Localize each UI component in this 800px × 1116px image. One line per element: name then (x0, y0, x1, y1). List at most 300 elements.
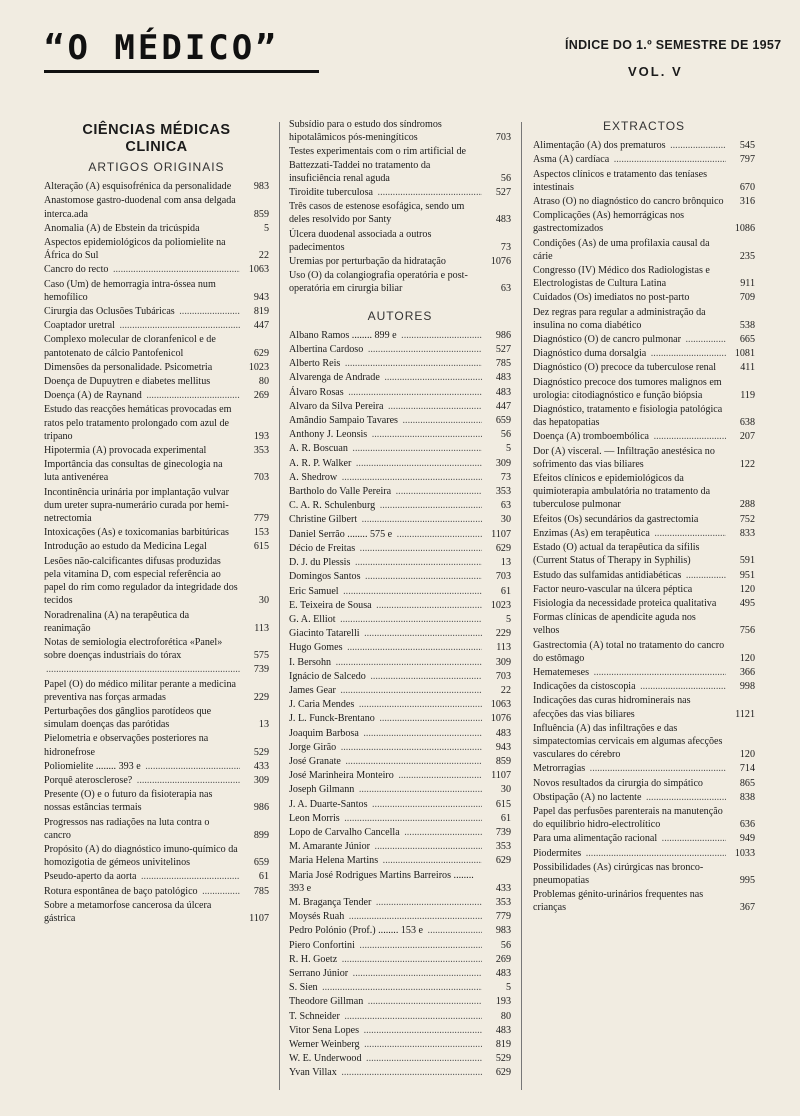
entry-title: Joaquim Barbosa (289, 727, 359, 739)
index-entry (533, 583, 755, 596)
section-subtitle: EXTRACTOS (602, 119, 686, 133)
page-number: 779 (253, 513, 269, 525)
leader-dots (339, 954, 482, 965)
entry-title: Diagnóstico, tratamento e fisiologia patológica das hepatopatias (533, 404, 723, 429)
page-number: 529 (495, 1053, 511, 1065)
leader-dots (364, 1053, 482, 1064)
entry-title: Problemas génito-urinários frequentes nas crianças (533, 889, 704, 914)
page-number: 545 (739, 140, 755, 152)
index-entry (289, 613, 511, 626)
page-number: 119 (740, 389, 755, 401)
leader-dots (372, 841, 482, 852)
index-entry (289, 854, 511, 867)
page-number: 538 (739, 319, 755, 331)
leader-dots (587, 763, 726, 774)
page-number: 483 (495, 372, 511, 384)
leader-dots (338, 742, 482, 753)
entry-title: Bartholo do Valle Pereira (289, 486, 392, 498)
entry-title: M. Bragança Tender (289, 896, 372, 908)
entry-title: G. A. Elliot (289, 613, 336, 625)
leader-dots (399, 330, 482, 341)
entry-title: Alvarenga de Andrade (289, 372, 380, 384)
entry-title: Coaptador uretral (44, 320, 115, 332)
issue-label: ÍNDICE DO 1.º SEMESTRE DE 1957 (565, 38, 782, 52)
entry-title: Leon Morris (289, 812, 340, 824)
page-number: 983 (253, 181, 269, 193)
index-entry (289, 1052, 511, 1065)
page-number: 1081 (734, 348, 755, 360)
page-number: 1107 (249, 912, 269, 924)
entry-title: Porquê aterosclerose? (44, 774, 133, 786)
page-number: 756 (739, 625, 755, 637)
entry-title: A. R. Boscuan (289, 443, 348, 455)
page-number: 309 (253, 774, 269, 786)
entry-title: Diagnóstico (O) de cancro pulmonar (533, 334, 681, 346)
page-number: 235 (739, 250, 755, 262)
leader-dots (356, 699, 482, 710)
page-number: 30 (500, 514, 511, 526)
entry-title: D. J. du Plessis (289, 557, 351, 569)
entry-title: W. E. Underwood (289, 1053, 362, 1065)
page-header (0, 0, 800, 112)
index-entry (44, 816, 269, 842)
index-entry (533, 597, 755, 610)
entry-title: Doença de Dupuytren e diabetes mellitus (44, 376, 211, 388)
leader-dots (382, 372, 482, 383)
entry-title: Introdução ao estudo da Medicina Legal (44, 541, 207, 553)
entry-title: Papel (O) do médico militar perante a medicina preventiva nas forças armadas (44, 678, 236, 703)
page-number: 61 (500, 585, 511, 597)
entry-title: José Marinheira Monteiro (289, 770, 394, 782)
page-number: 56 (500, 172, 511, 184)
entry-title: Werner Weinberg (289, 1039, 360, 1050)
entry-title: Pielometria e observações posteriores na hidronefrose (44, 733, 209, 758)
leader-dots (394, 529, 482, 540)
leader-dots (400, 415, 482, 426)
entry-title: T. Schneider (289, 1010, 340, 1022)
page-number: 56 (500, 939, 511, 951)
index-entry (289, 371, 511, 384)
leader-dots (425, 925, 482, 936)
entry-title: Testes experimentais com o rim artificial de Battezzati-Taddei no tratamento da insuficiência renal aguda (289, 146, 466, 184)
index-entry (44, 222, 269, 235)
page-number: 833 (739, 527, 755, 539)
entry-title: Doença (A) tromboembólica (533, 431, 650, 443)
leader-dots (638, 681, 726, 692)
page-number: 229 (495, 628, 511, 640)
page-number: 113 (496, 642, 511, 654)
index-entry (289, 684, 511, 697)
index-entry (289, 812, 511, 825)
index-entry (44, 375, 269, 388)
page-number: 714 (739, 763, 755, 775)
entry-list (289, 118, 511, 296)
page-number: 495 (739, 597, 755, 609)
page-number: 433 (253, 760, 269, 772)
leader-dots (362, 1039, 482, 1050)
leader-dots (343, 756, 482, 767)
page-number: 859 (495, 755, 511, 767)
column-divider (279, 122, 280, 1090)
index-entry (44, 194, 269, 220)
index-entry (289, 670, 511, 683)
page-number: 1063 (248, 264, 269, 276)
page-number: 483 (495, 214, 511, 226)
index-entry (289, 457, 511, 470)
leader-dots (356, 784, 482, 795)
leader-dots (350, 443, 482, 454)
index-entry (533, 264, 755, 290)
index-entry (44, 774, 269, 787)
entry-title: Efeitos (Os) secundários da gastrectomia (533, 513, 699, 525)
index-entry (289, 1010, 511, 1023)
index-entry (44, 540, 269, 553)
entry-title: Papel das perfusões parenterais na manutenção do equilíbrio hidro-electrolítico (533, 805, 723, 831)
page-number: 1076 (490, 256, 511, 268)
index-entry (289, 741, 511, 754)
leader-dots (346, 911, 482, 922)
page-number: 1107 (491, 528, 511, 540)
entry-title: Congresso (IV) Médico dos Radiologistas e Electrologistas de Cultura Latina (533, 265, 710, 290)
entry-title: Piero Confortini (289, 939, 355, 951)
entry-title: Importância das consultas de ginecologia na luta antivenérea (44, 459, 223, 484)
index-entry (44, 760, 269, 773)
leader-dots (611, 154, 726, 165)
leader-dots (110, 264, 240, 275)
entry-title: R. H. Goetz (289, 953, 338, 965)
entry-title: Dez regras para regular a administração da insulina no coma diabético (533, 306, 706, 331)
entry-title: Rotura espontânea de baço patológico (44, 885, 198, 897)
leader-dots (362, 628, 482, 639)
leader-dots (338, 685, 482, 696)
section-title: CIÊNCIAS MÉDICAS (82, 122, 231, 138)
page-number: 785 (495, 358, 511, 370)
entry-title: Propósito (A) do diagnóstico imuno-químico da homozigotia de gémeos univitelinos (44, 843, 238, 869)
index-entry (289, 939, 511, 952)
index-entry (533, 611, 755, 637)
page-number: 73 (500, 471, 511, 483)
entry-title: Asma (A) cardíaca (533, 154, 610, 166)
entry-title: Moysés Ruah (289, 911, 345, 923)
index-entry (533, 291, 755, 304)
page-number: 1121 (735, 708, 755, 720)
page-number: 483 (495, 386, 511, 398)
index-entry (289, 995, 511, 1008)
index-entry (289, 755, 511, 768)
index-entry (533, 376, 755, 402)
entry-title: Novos resultados da cirurgia do simpático (533, 777, 703, 789)
entry-title: S. Sien (289, 982, 318, 994)
entry-title: Perturbações dos gânglios parotídeos que simulam doenças das parótidas (44, 705, 212, 731)
entry-title: Yvan Villax (289, 1067, 337, 1079)
page-number: 5 (505, 443, 511, 455)
page-number: 1086 (734, 223, 755, 235)
leader-dots (339, 472, 482, 483)
entry-title: A. Shedrow (289, 471, 338, 483)
page-number: 752 (739, 513, 755, 525)
entry-title: Uremias por perturbação da hidratação (289, 256, 446, 268)
entry-title: C. A. R. Schulenburg (289, 500, 376, 512)
entry-title: Alberto Reis (289, 358, 341, 370)
page-number: 122 (739, 458, 755, 470)
index-entry (289, 1066, 511, 1079)
leader-dots (339, 1067, 482, 1078)
index-entry (289, 840, 511, 853)
index-entry (289, 485, 511, 498)
page-number: 447 (253, 320, 269, 332)
page-number: 483 (495, 1024, 511, 1036)
page-number: 638 (739, 417, 755, 429)
page-number: 483 (495, 967, 511, 979)
entry-list (44, 180, 269, 925)
page-number: 73 (500, 241, 511, 253)
entry-title: Formas clínicas de apendicite aguda nos velhos (533, 612, 696, 637)
page-number: 269 (495, 953, 511, 965)
index-entry (44, 486, 269, 526)
page-number: 483 (495, 727, 511, 739)
column-clinica (44, 122, 269, 926)
entry-title: Úlcera duodenal associada a outros padecimentos (289, 228, 432, 253)
page-number: 636 (739, 819, 755, 831)
page-number: 983 (495, 925, 511, 937)
page-number: 819 (495, 1039, 511, 1050)
index-entry (44, 636, 269, 662)
entry-title: Poliomielite ........ 393 e (44, 760, 141, 772)
index-entry (289, 442, 511, 455)
index-entry (289, 967, 511, 980)
index-entry (44, 305, 269, 318)
page-number: 207 (739, 431, 755, 443)
entry-title: Possibilidades (As) cirúrgicas nas bronco-pneumopatias (533, 861, 704, 886)
entry-title: Estado (O) actual da terapêutica da sífilis (Current Status of Therapy in Syphilis) (533, 542, 700, 567)
index-entry (533, 762, 755, 775)
page-number: 353 (253, 445, 269, 457)
entry-title: Jorge Girão (289, 741, 337, 753)
entry-title: Diagnóstico duma dorsalgia (533, 348, 647, 360)
page-number: 433 (495, 882, 511, 894)
entry-title: Aspectos clínicos e tratamento das teníases intestinais (533, 168, 708, 193)
entry-title: Anomalia (A) de Ebstein da tricúspida (44, 222, 200, 234)
entry-title: Atraso (O) no diagnóstico do cancro brônquico (533, 196, 724, 208)
entry-title: Piodermites (533, 847, 582, 859)
entry-title: Alimentação (A) dos prematuros (533, 140, 666, 152)
index-entry (289, 255, 511, 268)
page-number: 30 (500, 784, 511, 796)
entry-title: Notas de semiologia electroforética «Panel» sobre doenças industriais do tórax (44, 636, 223, 662)
index-entry (289, 118, 511, 144)
page-number: 56 (500, 429, 511, 441)
index-entry (533, 472, 755, 512)
page-number: 986 (495, 329, 511, 341)
leader-dots (393, 486, 482, 497)
page-number: 229 (253, 691, 269, 703)
index-entry (289, 343, 511, 356)
index-entry (533, 347, 755, 360)
entry-title: Lesões não-calcificantes difusas produzidas pela vitamina D, com especial referência ao papel do rim como regulador da integridade dos tecidos (44, 555, 238, 607)
index-entry (289, 200, 511, 226)
index-entry (533, 777, 755, 790)
entry-title: Albertina Cardoso (289, 344, 364, 356)
entry-title: Eric Samuel (289, 585, 339, 597)
index-entry (289, 386, 511, 399)
index-entry (289, 798, 511, 811)
leader-dots (659, 833, 726, 844)
leader-dots (385, 401, 482, 412)
leader-dots (369, 429, 482, 440)
page-number: 13 (258, 719, 269, 731)
page-number: 659 (495, 415, 511, 427)
index-entry (44, 458, 269, 484)
page-number: 193 (495, 996, 511, 1008)
page-number: 80 (500, 1010, 511, 1022)
page-number: 797 (739, 154, 755, 166)
entry-title: J. Caria Mendes (289, 699, 355, 711)
page-number: 529 (253, 746, 269, 758)
entry-title: Estudo das sulfamidas antidiabéticas (533, 569, 682, 581)
leader-dots (396, 770, 482, 781)
page-number: 1023 (248, 361, 269, 373)
page-number: 899 (253, 829, 269, 841)
page-number: 1076 (490, 713, 511, 725)
page-number: 615 (495, 798, 511, 810)
index-entry (44, 319, 269, 332)
page-number: 1063 (490, 699, 511, 711)
index-entry (289, 585, 511, 598)
index-entry (289, 556, 511, 569)
entry-title: Cirurgia das Oclusões Tubáricas (44, 306, 175, 318)
entry-title: Vitor Sena Lopes (289, 1024, 360, 1036)
page-number: 63 (500, 500, 511, 512)
index-entry (289, 599, 511, 612)
index-entry (533, 403, 755, 429)
leader-dots (352, 557, 482, 568)
index-entry (44, 526, 269, 539)
page-number: 153 (253, 527, 269, 539)
page-number: 5 (263, 222, 269, 234)
index-entry (44, 444, 269, 457)
index-entry (44, 678, 269, 704)
entry-title: Pseudo-aperto da aorta (44, 871, 137, 883)
index-entry (533, 361, 755, 374)
entry-title: Theodore Gillman (289, 996, 364, 1008)
page-number: 629 (253, 347, 269, 359)
page-number: 527 (495, 187, 511, 199)
page-number: 943 (253, 291, 269, 303)
entry-title: Décio de Freitas (289, 542, 356, 554)
index-entry (289, 414, 511, 427)
index-entry (533, 209, 755, 235)
page-number: 269 (253, 390, 269, 402)
index-entry (44, 361, 269, 374)
volume-label: VOL. V (628, 64, 683, 79)
entry-title: Enzimas (As) em terapêutica (533, 527, 650, 539)
index-entry (289, 783, 511, 796)
index-entry (289, 769, 511, 782)
page-number: 120 (739, 583, 755, 595)
page-number: 629 (495, 855, 511, 867)
index-entry (533, 694, 755, 720)
leader-dots (591, 667, 726, 678)
page-number: 865 (739, 777, 755, 789)
leader-dots (365, 996, 482, 1007)
section-title: CLINICA (125, 139, 188, 155)
entry-title: Condições (As) de uma profilaxia causal da cárie (533, 237, 710, 262)
page-number: 703 (253, 472, 269, 484)
page-number: 665 (739, 334, 755, 346)
index-entry (44, 843, 269, 869)
entry-title: Progressos nas radiações na luta contra o cancro (44, 816, 210, 841)
page-number: 703 (495, 132, 511, 144)
page-number: 316 (739, 196, 755, 208)
index-entry (289, 400, 511, 413)
leader-dots (377, 500, 482, 511)
page-number: 703 (495, 670, 511, 682)
page-number: 819 (253, 306, 269, 318)
entry-title: Doença (A) de Raynand (44, 390, 142, 402)
leader-dots (134, 775, 240, 786)
leader-dots (338, 614, 482, 625)
index-entry (533, 139, 755, 152)
page-number: 353 (495, 841, 511, 853)
leader-dots (402, 827, 482, 838)
leader-dots (683, 570, 726, 581)
index-entry (289, 727, 511, 740)
leader-dots (652, 528, 726, 539)
index-entry (289, 228, 511, 254)
leader-dots (374, 600, 482, 611)
index-entry (289, 712, 511, 725)
leader-dots (583, 848, 726, 859)
leader-dots (361, 1025, 482, 1036)
leader-dots (333, 657, 482, 668)
index-entry (533, 527, 755, 540)
entry-title: E. Teixeira de Sousa (289, 599, 372, 611)
index-entry (533, 168, 755, 194)
index-entry (44, 885, 269, 898)
page-number: 80 (258, 376, 269, 388)
entry-title: Hematemeses (533, 666, 590, 678)
entry-title: Indicações das curas hidrominerais nas afecções das vias biliares (533, 695, 691, 720)
page-number: 193 (253, 430, 269, 442)
index-entry (289, 186, 511, 199)
index-entry (289, 528, 511, 541)
entry-title: Maria José Rodrigues Martins Barreiros ........ 393 e (289, 869, 474, 894)
page-number: 943 (495, 741, 511, 753)
index-entry (533, 237, 755, 263)
page-number: 353 (495, 896, 511, 908)
index-entry (44, 389, 269, 402)
index-entry (533, 861, 755, 887)
leader-dots (350, 968, 482, 979)
leader-dots (363, 571, 482, 582)
leader-dots (643, 792, 726, 803)
page-number: 309 (495, 457, 511, 469)
page-number: 615 (253, 541, 269, 553)
entry-title: Álvaro Rosas (289, 386, 344, 398)
leader-dots (668, 140, 726, 151)
entry-title: Subsídio para o estudo dos síndromos hipotalâmicos pós-meningíticos (289, 119, 442, 144)
page-number: 1107 (491, 770, 511, 782)
index-entry (44, 263, 269, 276)
page-number: 30 (258, 595, 269, 607)
index-entry (289, 981, 511, 994)
index-entry (289, 641, 511, 654)
page-number: 779 (495, 911, 511, 923)
entry-title: Alteração (A) esquisofrénica da personalidade (44, 181, 232, 193)
index-entry (533, 513, 755, 526)
index-entry (533, 153, 755, 166)
page-number: 785 (253, 885, 269, 897)
